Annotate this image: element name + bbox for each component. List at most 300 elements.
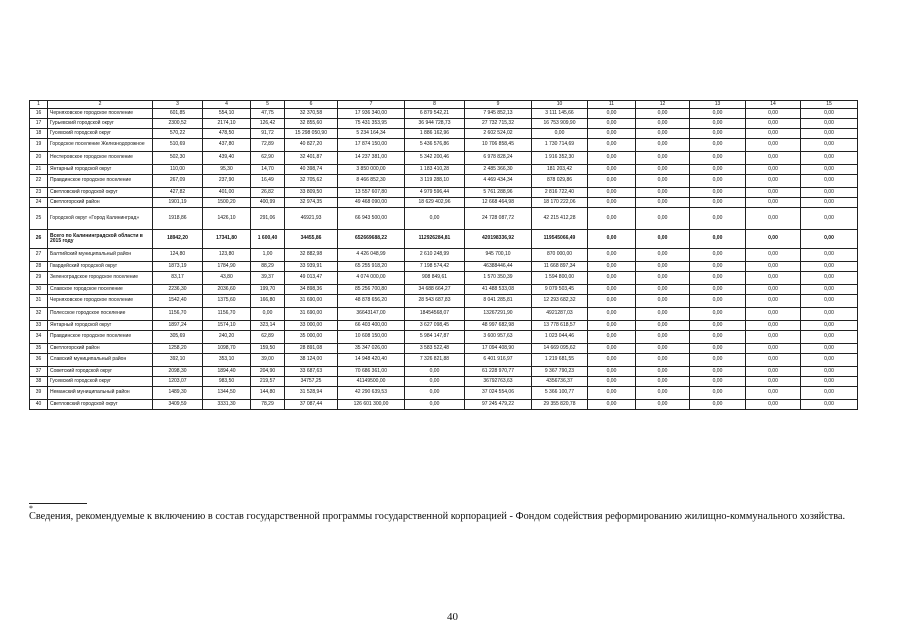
value-cell: 1918,86 xyxy=(153,208,203,230)
municipality-cell: Всего по Калининградской области в 2015 году xyxy=(48,230,153,249)
table-row xyxy=(30,109,858,119)
data-table xyxy=(29,100,858,410)
value-cell: 0,00 xyxy=(636,152,690,165)
value-cell: 0,00 xyxy=(636,344,690,354)
row-number-cell: 19 xyxy=(30,139,48,152)
header-cell: 3 xyxy=(153,101,203,109)
value-cell: 0,00 xyxy=(801,387,858,400)
value-cell: 7 326 821,88 xyxy=(405,354,465,367)
value-cell: 31 690,00 xyxy=(285,308,338,321)
header-cell: 13 xyxy=(690,101,746,109)
value-cell: 32 974,35 xyxy=(285,198,338,208)
value-cell: 4 426 048,99 xyxy=(338,249,405,262)
value-cell: 18454568,07 xyxy=(405,308,465,321)
value-cell: 13 557 607,80 xyxy=(338,188,405,198)
municipality-cell: Нестеровское городское поселение xyxy=(48,152,153,165)
value-cell: 1 219 681,55 xyxy=(532,354,588,367)
value-cell: 42 290 639,53 xyxy=(338,387,405,400)
value-cell: 0,00 xyxy=(690,230,746,249)
value-cell: 0,00 xyxy=(690,400,746,410)
row-number-cell: 31 xyxy=(30,295,48,308)
value-cell: 0,00 xyxy=(588,249,636,262)
value-cell: 32 401,87 xyxy=(285,152,338,165)
value-cell: 199,70 xyxy=(251,285,285,295)
value-cell: 83,17 xyxy=(153,272,203,285)
value-cell: 0,00 xyxy=(251,308,285,321)
value-cell: 0,00 xyxy=(690,285,746,295)
header-cell: 4 xyxy=(203,101,251,109)
value-cell: 34 688 664,27 xyxy=(405,285,465,295)
value-cell: 0,00 xyxy=(801,175,858,188)
value-cell: 43,80 xyxy=(203,272,251,285)
value-cell: 0,00 xyxy=(588,198,636,208)
value-cell: 34757,25 xyxy=(285,377,338,387)
value-cell: 0,00 xyxy=(588,208,636,230)
value-cell: 37 087,44 xyxy=(285,400,338,410)
value-cell: 0,00 xyxy=(690,198,746,208)
row-number-cell: 28 xyxy=(30,262,48,272)
row-number-cell: 38 xyxy=(30,377,48,387)
value-cell: 35 347 026,00 xyxy=(338,344,405,354)
value-cell: 0,00 xyxy=(588,188,636,198)
table-row xyxy=(30,198,858,208)
value-cell: 983,50 xyxy=(203,377,251,387)
value-cell: 7 945 852,13 xyxy=(465,109,532,119)
value-cell: 13267291,90 xyxy=(465,308,532,321)
table-row xyxy=(30,367,858,377)
value-cell: 0,00 xyxy=(636,285,690,295)
value-cell: 27 732 715,32 xyxy=(465,119,532,129)
municipality-cell: Городское поселение Железнодорожное xyxy=(48,139,153,152)
value-cell: 2098,30 xyxy=(153,367,203,377)
value-cell: 1203,07 xyxy=(153,377,203,387)
municipality-cell: Советский городской округ xyxy=(48,367,153,377)
value-cell: 0,00 xyxy=(801,367,858,377)
value-cell: 72,89 xyxy=(251,139,285,152)
municipality-cell: Гусевский городской округ xyxy=(48,377,153,387)
municipality-cell: Светловский городской округ xyxy=(48,188,153,198)
value-cell: 0,00 xyxy=(690,109,746,119)
value-cell: 0,00 xyxy=(746,272,801,285)
value-cell: 159,50 xyxy=(251,344,285,354)
value-cell: 392,10 xyxy=(153,354,203,367)
value-cell: 49 468 090,00 xyxy=(338,198,405,208)
value-cell: 17341,80 xyxy=(203,230,251,249)
value-cell: 554,10 xyxy=(203,109,251,119)
value-cell: 510,69 xyxy=(153,139,203,152)
value-cell: 0,00 xyxy=(690,152,746,165)
value-cell: 4 979 596,44 xyxy=(405,188,465,198)
table-row xyxy=(30,321,858,331)
row-number-cell: 39 xyxy=(30,387,48,400)
value-cell: 0,00 xyxy=(690,129,746,139)
value-cell: 0,00 xyxy=(801,109,858,119)
table-row xyxy=(30,331,858,344)
value-cell: 601,85 xyxy=(153,109,203,119)
value-cell: 1 594 800,00 xyxy=(532,272,588,285)
value-cell: 8 041 285,81 xyxy=(465,295,532,308)
table-row xyxy=(30,377,858,387)
table-row xyxy=(30,387,858,400)
row-number-cell: 16 xyxy=(30,109,48,119)
value-cell: 570,22 xyxy=(153,129,203,139)
value-cell: 39,37 xyxy=(251,272,285,285)
value-cell: 0,00 xyxy=(636,249,690,262)
value-cell: 48 878 656,20 xyxy=(338,295,405,308)
value-cell: 0,00 xyxy=(801,129,858,139)
value-cell: 31 528,94 xyxy=(285,387,338,400)
header-cell: 11 xyxy=(588,101,636,109)
value-cell: 0,00 xyxy=(690,188,746,198)
value-cell: 3 111 145,66 xyxy=(532,109,588,119)
value-cell: 219,57 xyxy=(251,377,285,387)
value-cell: 119545066,49 xyxy=(532,230,588,249)
value-cell: 0,00 xyxy=(588,109,636,119)
value-cell: 0,00 xyxy=(801,344,858,354)
table-header-row xyxy=(30,101,858,109)
row-number-cell: 23 xyxy=(30,188,48,198)
value-cell: 0,00 xyxy=(690,165,746,175)
value-cell: 0,00 xyxy=(801,321,858,331)
value-cell: 1784,90 xyxy=(203,262,251,272)
value-cell: 427,82 xyxy=(153,188,203,198)
value-cell: 33 939,91 xyxy=(285,262,338,272)
value-cell: 33 687,63 xyxy=(285,367,338,377)
value-cell: 0,00 xyxy=(588,230,636,249)
value-cell: 0,00 xyxy=(588,119,636,129)
value-cell: 8 466 852,30 xyxy=(338,175,405,188)
value-cell: 7 198 574,42 xyxy=(405,262,465,272)
value-cell: 41149500,00 xyxy=(338,377,405,387)
municipality-cell: Гвардейский городской округ xyxy=(48,262,153,272)
municipality-cell: Янтарный городской округ xyxy=(48,321,153,331)
value-cell: 2174,10 xyxy=(203,119,251,129)
value-cell: 0,00 xyxy=(636,367,690,377)
value-cell: 0,00 xyxy=(690,354,746,367)
row-number-cell: 21 xyxy=(30,165,48,175)
municipality-cell: Светловский городской округ xyxy=(48,400,153,410)
value-cell: 420198336,92 xyxy=(465,230,532,249)
value-cell: 0,00 xyxy=(746,175,801,188)
value-cell: 0,00 xyxy=(801,272,858,285)
value-cell: 0,00 xyxy=(690,377,746,387)
value-cell: 0,00 xyxy=(746,262,801,272)
value-cell: 1098,70 xyxy=(203,344,251,354)
value-cell: 4921287,03 xyxy=(532,308,588,321)
value-cell: 0,00 xyxy=(588,387,636,400)
value-cell: 0,00 xyxy=(746,230,801,249)
value-cell: 33 809,50 xyxy=(285,188,338,198)
value-cell: 12 668 464,98 xyxy=(465,198,532,208)
value-cell: 0,00 xyxy=(636,230,690,249)
value-cell: 88,29 xyxy=(251,262,285,272)
municipality-cell: Славский муниципальный район xyxy=(48,354,153,367)
header-cell: 14 xyxy=(746,101,801,109)
header-cell: 7 xyxy=(338,101,405,109)
value-cell: 0,00 xyxy=(405,208,465,230)
value-cell: 0,00 xyxy=(588,331,636,344)
value-cell: 46388446,44 xyxy=(465,262,532,272)
header-cell: 1 xyxy=(30,101,48,109)
value-cell: 112926284,81 xyxy=(405,230,465,249)
table-row xyxy=(30,175,858,188)
value-cell: 2 485 366,30 xyxy=(465,165,532,175)
value-cell: 5 234 164,34 xyxy=(338,129,405,139)
value-cell: 0,00 xyxy=(746,354,801,367)
table-row xyxy=(30,119,858,129)
value-cell: 39,00 xyxy=(251,354,285,367)
value-cell: 17 874 150,00 xyxy=(338,139,405,152)
value-cell: 17 094 408,90 xyxy=(465,344,532,354)
value-cell: 267,09 xyxy=(153,175,203,188)
value-cell: 1574,10 xyxy=(203,321,251,331)
value-cell: 0,00 xyxy=(636,129,690,139)
table-row xyxy=(30,230,858,249)
value-cell: 0,00 xyxy=(746,285,801,295)
value-cell: 0,00 xyxy=(801,331,858,344)
row-number-cell: 27 xyxy=(30,249,48,262)
value-cell: 0,00 xyxy=(636,400,690,410)
value-cell: 1873,19 xyxy=(153,262,203,272)
value-cell: 240,20 xyxy=(203,331,251,344)
value-cell: 65 255 918,20 xyxy=(338,262,405,272)
value-cell: 0,00 xyxy=(636,262,690,272)
header-cell: 5 xyxy=(251,101,285,109)
value-cell: 4356736,37 xyxy=(532,377,588,387)
value-cell: 0,00 xyxy=(636,321,690,331)
value-cell: 1156,70 xyxy=(153,308,203,321)
value-cell: 11 668 897,34 xyxy=(532,262,588,272)
value-cell: 0,00 xyxy=(690,344,746,354)
row-number-cell: 32 xyxy=(30,308,48,321)
header-cell: 10 xyxy=(532,101,588,109)
value-cell: 0,00 xyxy=(746,331,801,344)
value-cell: 0,00 xyxy=(405,387,465,400)
value-cell: 3 119 288,10 xyxy=(405,175,465,188)
value-cell: 0,00 xyxy=(690,321,746,331)
value-cell: 126 601 300,00 xyxy=(338,400,405,410)
value-cell: 0,00 xyxy=(801,208,858,230)
row-number-cell: 18 xyxy=(30,129,48,139)
value-cell: 3 850 000,00 xyxy=(338,165,405,175)
value-cell: 0,00 xyxy=(588,344,636,354)
value-cell: 0,00 xyxy=(405,377,465,387)
value-cell: 0,00 xyxy=(588,139,636,152)
value-cell: 36643147,00 xyxy=(338,308,405,321)
value-cell: 0,00 xyxy=(588,129,636,139)
value-cell: 908 849,61 xyxy=(405,272,465,285)
value-cell: 0,00 xyxy=(801,295,858,308)
value-cell: 75 431 353,95 xyxy=(338,119,405,129)
value-cell: 0,00 xyxy=(746,295,801,308)
value-cell: 1 730 714,69 xyxy=(532,139,588,152)
value-cell: 166,80 xyxy=(251,295,285,308)
value-cell: 0,00 xyxy=(801,354,858,367)
value-cell: 0,00 xyxy=(636,331,690,344)
value-cell: 91,72 xyxy=(251,129,285,139)
value-cell: 4 469 434,34 xyxy=(465,175,532,188)
page-number: 40 xyxy=(447,611,458,623)
value-cell: 0,00 xyxy=(588,354,636,367)
value-cell: 18 629 402,96 xyxy=(405,198,465,208)
value-cell: 36792763,63 xyxy=(465,377,532,387)
footnote-divider xyxy=(29,503,87,504)
value-cell: 3 583 522,48 xyxy=(405,344,465,354)
value-cell: 1 023 044,46 xyxy=(532,331,588,344)
value-cell: 49 013,47 xyxy=(285,272,338,285)
table-row xyxy=(30,262,858,272)
value-cell: 0,00 xyxy=(801,119,858,129)
value-cell: 0,00 xyxy=(801,188,858,198)
value-cell: 0,00 xyxy=(746,188,801,198)
value-cell: 0,00 xyxy=(690,367,746,377)
municipality-cell: Правдинское городское поселение xyxy=(48,175,153,188)
value-cell: 2236,30 xyxy=(153,285,203,295)
value-cell: 0,00 xyxy=(636,188,690,198)
row-number-cell: 34 xyxy=(30,331,48,344)
value-cell: 0,00 xyxy=(690,308,746,321)
value-cell: 0,00 xyxy=(746,308,801,321)
value-cell: 0,00 xyxy=(588,295,636,308)
value-cell: 0,00 xyxy=(801,165,858,175)
value-cell: 0,00 xyxy=(690,139,746,152)
value-cell: 0,00 xyxy=(690,208,746,230)
value-cell: 1344,50 xyxy=(203,387,251,400)
table-row xyxy=(30,139,858,152)
value-cell: 36 944 728,73 xyxy=(405,119,465,129)
header-cell: 15 xyxy=(801,101,858,109)
header-cell: 2 xyxy=(48,101,153,109)
municipality-cell: Неманский муниципальный район xyxy=(48,387,153,400)
value-cell: 40 827,20 xyxy=(285,139,338,152)
value-cell: 3 600 957,63 xyxy=(465,331,532,344)
value-cell: 1 183 410,28 xyxy=(405,165,465,175)
value-cell: 46921,93 xyxy=(285,208,338,230)
table-row xyxy=(30,208,858,230)
value-cell: 16 753 909,90 xyxy=(532,119,588,129)
row-number-cell: 17 xyxy=(30,119,48,129)
value-cell: 123,80 xyxy=(203,249,251,262)
value-cell: 401,00 xyxy=(203,188,251,198)
value-cell: 2 610 248,99 xyxy=(405,249,465,262)
value-cell: 502,30 xyxy=(153,152,203,165)
value-cell: 0,00 xyxy=(690,295,746,308)
value-cell: 1258,20 xyxy=(153,344,203,354)
value-cell: 0,00 xyxy=(801,152,858,165)
municipality-cell: Полесское городское поселение xyxy=(48,308,153,321)
value-cell: 37 024 554,06 xyxy=(465,387,532,400)
value-cell: 14 948 420,40 xyxy=(338,354,405,367)
value-cell: 5 342 200,46 xyxy=(405,152,465,165)
value-cell: 61 228 970,77 xyxy=(465,367,532,377)
value-cell: 66 403 400,00 xyxy=(338,321,405,331)
value-cell: 0,00 xyxy=(588,321,636,331)
value-cell: 26,82 xyxy=(251,188,285,198)
value-cell: 2300,52 xyxy=(153,119,203,129)
table-row xyxy=(30,188,858,198)
row-number-cell: 29 xyxy=(30,272,48,285)
header-cell: 9 xyxy=(465,101,532,109)
municipality-cell: Светлогорский район xyxy=(48,344,153,354)
value-cell: 1156,70 xyxy=(203,308,251,321)
value-cell: 14 669 095,62 xyxy=(532,344,588,354)
value-cell: 0,00 xyxy=(636,295,690,308)
value-cell: 110,00 xyxy=(153,165,203,175)
value-cell: 291,06 xyxy=(251,208,285,230)
header-cell: 8 xyxy=(405,101,465,109)
value-cell: 48 997 682,98 xyxy=(465,321,532,331)
value-cell: 0,00 xyxy=(746,344,801,354)
value-cell: 13 778 618,57 xyxy=(532,321,588,331)
municipality-cell: Черняховское городское поселение xyxy=(48,295,153,308)
row-number-cell: 22 xyxy=(30,175,48,188)
footnote-mark: * xyxy=(29,504,33,513)
value-cell: 70 686 361,00 xyxy=(338,367,405,377)
value-cell: 0,00 xyxy=(405,400,465,410)
value-cell: 0,00 xyxy=(636,165,690,175)
municipality-cell: Светлогорский район xyxy=(48,198,153,208)
municipality-cell: Городской округ «Город Калининград» xyxy=(48,208,153,230)
value-cell: 24 728 087,72 xyxy=(465,208,532,230)
value-cell: 0,00 xyxy=(636,272,690,285)
value-cell: 62,89 xyxy=(251,331,285,344)
value-cell: 1375,60 xyxy=(203,295,251,308)
row-number-cell: 33 xyxy=(30,321,48,331)
value-cell: 353,10 xyxy=(203,354,251,367)
value-cell: 5 984 147,87 xyxy=(405,331,465,344)
value-cell: 0,00 xyxy=(636,208,690,230)
row-number-cell: 26 xyxy=(30,230,48,249)
municipality-cell: Правдинское городское поселение xyxy=(48,331,153,344)
value-cell: 323,14 xyxy=(251,321,285,331)
value-cell: 1489,30 xyxy=(153,387,203,400)
value-cell: 6 978 828,24 xyxy=(465,152,532,165)
value-cell: 5 436 576,86 xyxy=(405,139,465,152)
value-cell: 0,00 xyxy=(588,400,636,410)
value-cell: 0,00 xyxy=(801,230,858,249)
value-cell: 0,00 xyxy=(690,331,746,344)
value-cell: 305,69 xyxy=(153,331,203,344)
table-row xyxy=(30,152,858,165)
value-cell: 0,00 xyxy=(532,129,588,139)
value-cell: 33 000,00 xyxy=(285,321,338,331)
table-row xyxy=(30,295,858,308)
municipality-cell: Балтийский муниципальный район xyxy=(48,249,153,262)
value-cell: 95,30 xyxy=(203,165,251,175)
municipality-cell: Гурьевский городской округ xyxy=(48,119,153,129)
value-cell: 18942,20 xyxy=(153,230,203,249)
value-cell: 2 602 524,02 xyxy=(465,129,532,139)
value-cell: 0,00 xyxy=(746,249,801,262)
value-cell: 0,00 xyxy=(746,119,801,129)
value-cell: 2 816 722,40 xyxy=(532,188,588,198)
value-cell: 945 700,10 xyxy=(465,249,532,262)
value-cell: 1426,10 xyxy=(203,208,251,230)
value-cell: 0,00 xyxy=(746,400,801,410)
value-cell: 439,40 xyxy=(203,152,251,165)
value-cell: 1894,40 xyxy=(203,367,251,377)
value-cell: 0,00 xyxy=(746,208,801,230)
value-cell: 3409,59 xyxy=(153,400,203,410)
value-cell: 32 705,62 xyxy=(285,175,338,188)
table-row xyxy=(30,285,858,295)
value-cell: 1 916 352,30 xyxy=(532,152,588,165)
value-cell: 32 855,60 xyxy=(285,119,338,129)
value-cell: 0,00 xyxy=(801,262,858,272)
value-cell: 0,00 xyxy=(746,152,801,165)
value-cell: 0,00 xyxy=(636,139,690,152)
value-cell: 0,00 xyxy=(746,139,801,152)
